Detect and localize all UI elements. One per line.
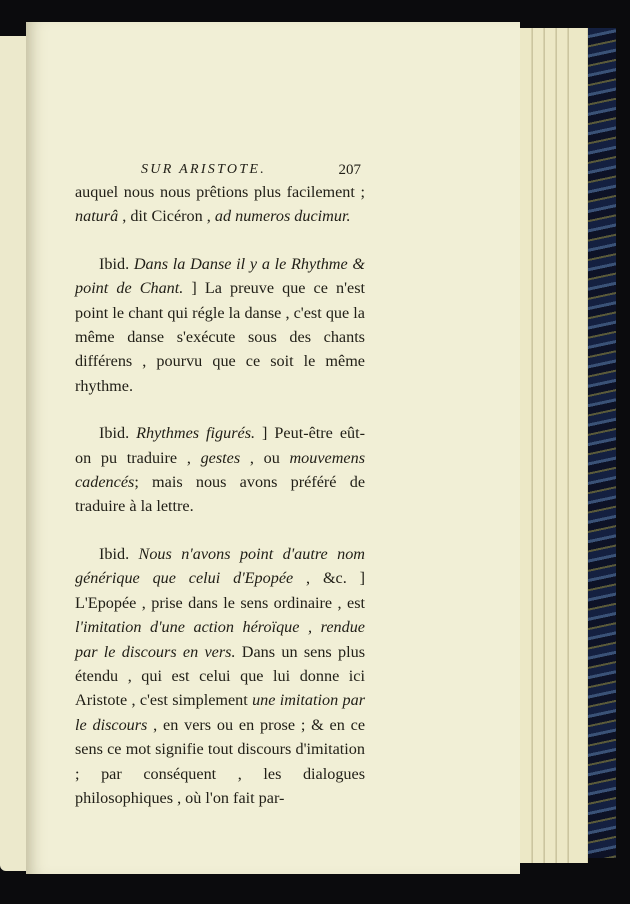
- italic-text: ad numeros ducimur.: [214, 207, 351, 226]
- text-run: ; mais nous avons préféré de traduire à la lettre.: [75, 473, 365, 516]
- italic-text: mouvemens cadencés: [75, 448, 365, 492]
- text-run: Ibid.: [99, 254, 134, 273]
- italic-text: une imitation par le discours: [75, 691, 365, 734]
- italic-text: Dans la Danse il y a le Rhythme & point de Chant.: [75, 254, 366, 298]
- italic-text: Nous n'avons point d'autre nom générique que celui d'Epopée: [75, 544, 366, 588]
- page-edges: [532, 28, 544, 863]
- page-number: 207: [338, 162, 361, 178]
- text-run: , en vers ou en prose ; & en ce sens ce mot signifie tout discours d'imitation ; par conséquent , les dialogues philosophiques , où l'on fait par-: [75, 715, 366, 807]
- text-run: Ibid.: [99, 424, 137, 443]
- paragraph: [75, 180, 365, 229]
- running-title: SUR ARISTOTE.: [141, 162, 267, 177]
- text-run: ] La preuve que ce n'est point le chant qui régle la danse , c'est que la même danse s'exécute sous des chants différens , pourvu que ce soit le même rhythme.: [75, 279, 365, 395]
- paragraph: [75, 421, 365, 519]
- text-run: , ou: [240, 448, 290, 467]
- page-edges: [544, 28, 556, 863]
- italic-text: gestes: [200, 448, 241, 467]
- marbled-cover: [588, 28, 616, 858]
- page-text: [75, 160, 365, 810]
- page-edges: [568, 28, 588, 863]
- text-run: , dit Cicéron ,: [118, 207, 215, 226]
- italic-text: l'imitation d'une action héroïque , rendue par le discours en vers.: [75, 618, 365, 661]
- italic-text: naturâ: [75, 207, 119, 226]
- italic-text: Rhythmes figurés.: [136, 424, 256, 443]
- facing-page-edge: [0, 36, 27, 871]
- paragraph: [75, 252, 365, 398]
- text-run: , &c. ] L'Epopée , prise dans le sens ordinaire , est: [75, 569, 366, 612]
- text-run: auquel nous nous prêtions plus facilement ;: [75, 183, 365, 201]
- text-run: ] Peut-être eût-on pu traduire ,: [75, 424, 366, 467]
- text-run: Dans un sens plus étendu , qui est celui que lui donne ici Aristote , c'est simplement: [75, 642, 365, 710]
- text-run: Ibid.: [99, 544, 139, 563]
- running-header: [75, 160, 365, 180]
- paragraph: [75, 542, 365, 810]
- page-edges: [556, 28, 568, 863]
